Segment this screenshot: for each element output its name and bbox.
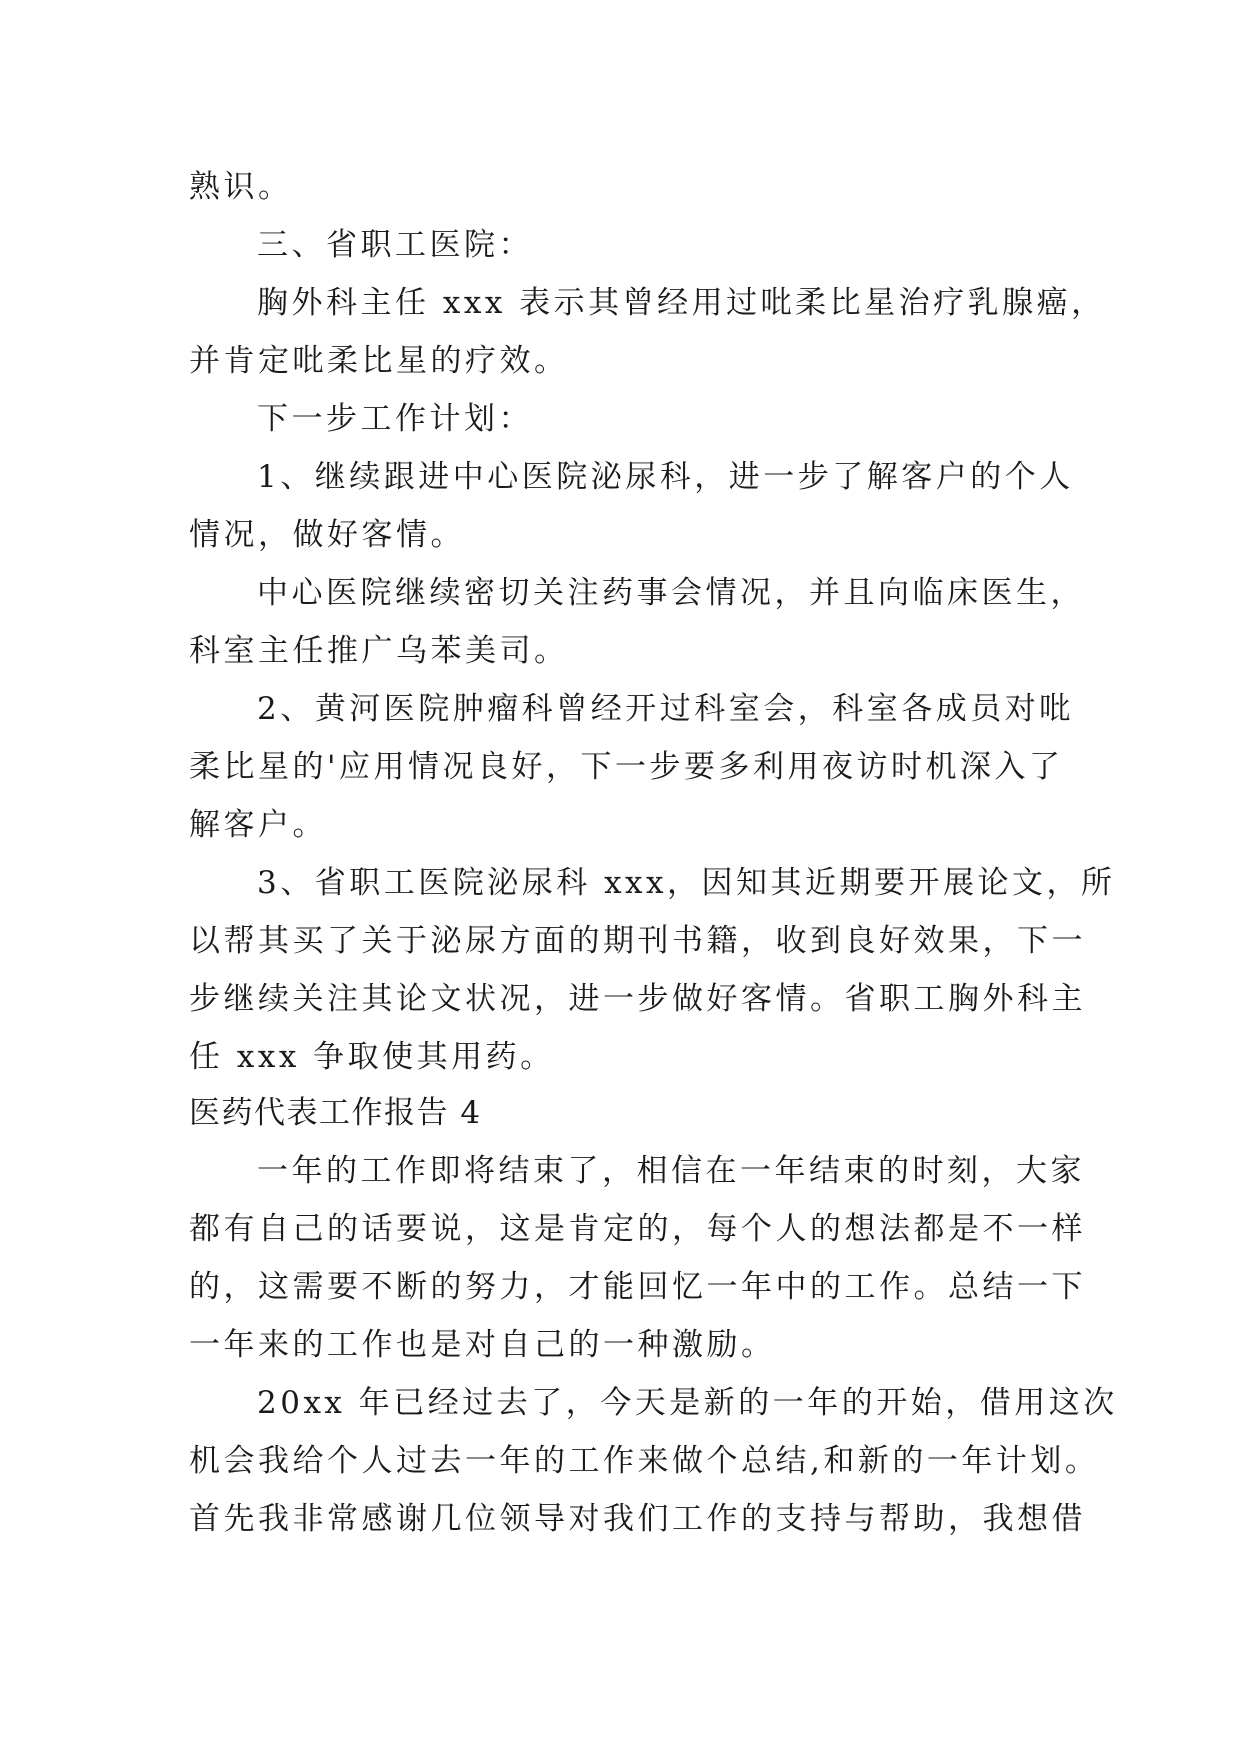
paragraph-line: 步继续关注其论文状况，进一步做好客情。省职工胸外科主 bbox=[189, 981, 1086, 1017]
paragraph-line: 解客户。 bbox=[189, 807, 327, 843]
paragraph-line: 机会我给个人过去一年的工作来做个总结,和新的一年计划。 bbox=[189, 1443, 1100, 1479]
paragraph-line: 2、黄河医院肿瘤科曾经开过科室会，科室各成员对吡 bbox=[257, 691, 1074, 727]
section-heading: 下一步工作计划： bbox=[257, 401, 533, 437]
paragraph-line: 1、继续跟进中心医院泌尿科，进一步了解客户的个人 bbox=[257, 459, 1074, 495]
paragraph-line: 并肯定吡柔比星的疗效。 bbox=[189, 343, 569, 379]
paragraph-line: 首先我非常感谢几位领导对我们工作的支持与帮助，我想借 bbox=[189, 1501, 1086, 1537]
paragraph-line: 胸外科主任 xxx 表示其曾经用过吡柔比星治疗乳腺癌， bbox=[257, 285, 1106, 321]
paragraph-line: 中心医院继续密切关注药事会情况，并且向临床医生， bbox=[257, 575, 1085, 611]
report-title: 医药代表工作报告 4 bbox=[189, 1095, 482, 1131]
paragraph-line: 任 xxx 争取使其用药。 bbox=[189, 1039, 555, 1075]
section-heading: 三、省职工医院： bbox=[257, 227, 533, 263]
paragraph-line: 一年来的工作也是对自己的一种激励。 bbox=[189, 1327, 776, 1363]
paragraph-line: 的，这需要不断的努力，才能回忆一年中的工作。总结一下 bbox=[189, 1269, 1086, 1305]
paragraph-line: 都有自己的话要说，这是肯定的，每个人的想法都是不一样 bbox=[189, 1211, 1086, 1247]
paragraph-line: 20xx 年已经过去了，今天是新的一年的开始，借用这次 bbox=[257, 1385, 1118, 1421]
paragraph-line: 柔比星的'应用情况良好，下一步要多利用夜访时机深入了 bbox=[189, 749, 1064, 785]
paragraph-line: 熟识。 bbox=[189, 169, 293, 205]
paragraph-line: 以帮其买了关于泌尿方面的期刊书籍，收到良好效果，下一 bbox=[189, 923, 1086, 959]
paragraph-line: 一年的工作即将结束了，相信在一年结束的时刻，大家 bbox=[257, 1153, 1085, 1189]
paragraph-line: 情况，做好客情。 bbox=[189, 517, 465, 553]
paragraph-line: 科室主任推广乌苯美司。 bbox=[189, 633, 569, 669]
paragraph-line: 3、省职工医院泌尿科 xxx，因知其近期要开展论文，所 bbox=[257, 865, 1116, 901]
